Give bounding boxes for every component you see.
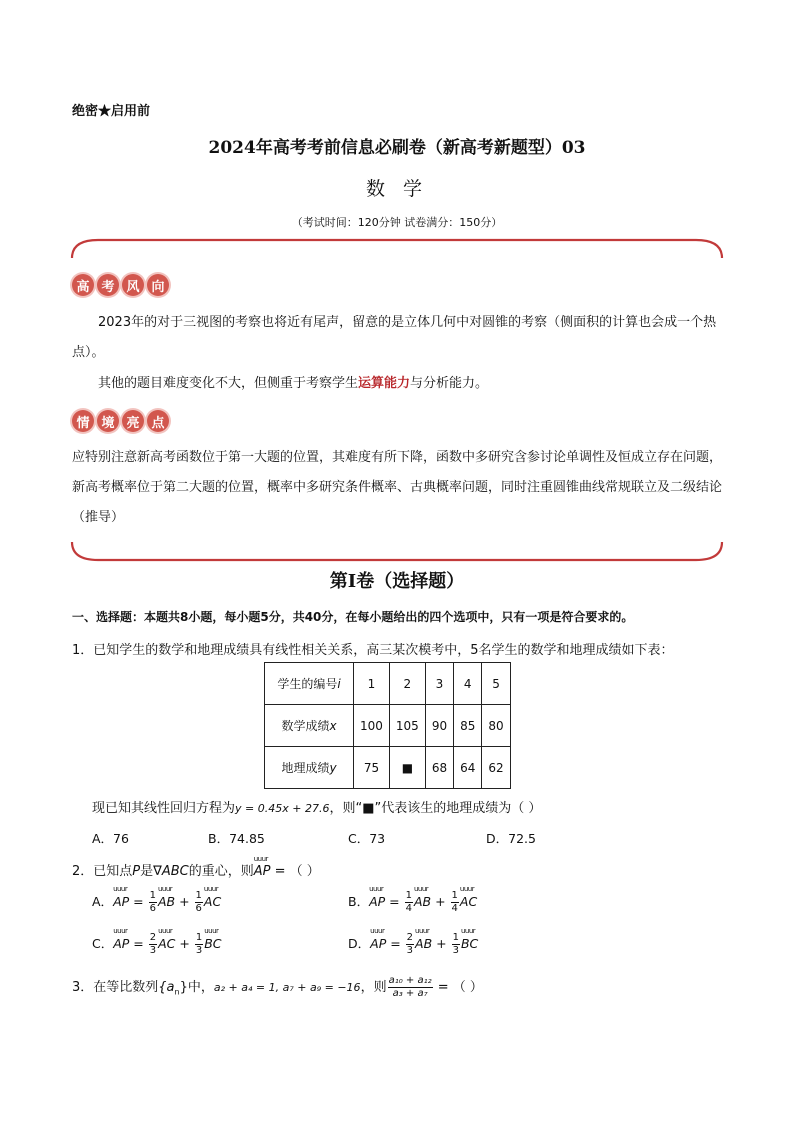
part-instructions: 一、选择题：本题共8小题，每小题5分，共40分，在每小题给出的四个选项中，只有一项是符合要求的。 — [72, 610, 634, 624]
table-cell: 68 — [425, 747, 453, 789]
regression-equation: y = 0.45x + 27.6 — [235, 802, 330, 815]
badge-char: 考 — [97, 274, 119, 296]
question-1-followup: 现已知其线性回归方程为y = 0.45x + 27.6，则“■”代表该生的地理成绩为（ ） — [92, 801, 542, 816]
q2-option-c[interactable]: C．uuur AP = $\frac{2}{3}$ uuur AC + $\frac{1}{3}$ uuur BC — [92, 932, 222, 957]
table-cell: 62 — [482, 747, 510, 789]
table-cell: 64 — [454, 747, 482, 789]
row-header: 学生的编号i — [265, 663, 354, 705]
table-cell: 90 — [425, 705, 453, 747]
q1-option-d[interactable]: D．72.5 — [486, 831, 536, 846]
exam-info: （考试时间：120分钟 试卷满分：150分） — [291, 216, 503, 229]
q1-option-c[interactable]: C．73 — [348, 831, 386, 846]
badge-char: 风 — [122, 274, 144, 296]
scenario-badge — [72, 410, 169, 432]
trend-paragraph-1: 2023年的对于三视图的考察也将近有尾声，留意的是立体几何中对圆锥的考察（侧面积的计算也会成一个热点）。 — [72, 315, 717, 360]
confidential-label: 绝密★启用前 — [72, 104, 151, 119]
question-2-stem: 2．已知点P是∇ABC的重心，则uuur AP = （ ） — [72, 860, 320, 879]
subject-title: 数 学 — [365, 178, 429, 200]
table-cell: 1 — [354, 663, 390, 705]
table-cell: 2 — [389, 663, 425, 705]
q2-option-a[interactable]: A．uuur AP = $\frac{1}{6}$ uuur AB + $\frac{1}{6}$ uuur AC — [92, 890, 221, 915]
exam-title: 2024年高考考前信息必刷卷（新高考新题型）03 — [208, 138, 586, 158]
badge-char: 境 — [97, 410, 119, 432]
table-cell: 75 — [354, 747, 390, 789]
table-cell: ■ — [389, 747, 425, 789]
badge-char: 情 — [72, 410, 94, 432]
row-header: 数学成绩x — [265, 705, 354, 747]
table-cell: 85 — [454, 705, 482, 747]
table-cell: 80 — [482, 705, 510, 747]
table-cell: 100 — [354, 705, 390, 747]
question-1-stem: 1．已知学生的数学和地理成绩具有线性相关关系，高三某次模考中，5名学生的数学和地理成绩如下表： — [72, 643, 674, 658]
table-row — [265, 747, 511, 789]
score-table — [264, 662, 511, 789]
q2-option-d[interactable]: D．uuur AP = $\frac{2}{3}$ uuur AB + $\frac{1}{3}$ uuur BC — [348, 932, 478, 957]
q2-option-b[interactable]: B．uuur AP = $\frac{1}{4}$ uuur AB + $\frac{1}{4}$ uuur AC — [348, 890, 477, 915]
badge-char: 点 — [147, 410, 169, 432]
table-cell: 3 — [425, 663, 453, 705]
q1-option-a[interactable]: A．76 — [92, 831, 129, 846]
question-3-stem: 3．在等比数列$\{a_n\}$中，a₂ + a₄ = 1, a₇ + a₉ = −16，则 $\frac{\text{a₁₀ + a₁₂}}{\text{a₃ + a₇}}$ = （ ） — [72, 975, 483, 999]
trend-text: 其他的题目难度变化不大，但侧重于考察学生 — [98, 376, 359, 391]
table-cell: 5 — [482, 663, 510, 705]
badge-char: 高 — [72, 274, 94, 296]
badge-char: 亮 — [122, 410, 144, 432]
table-row — [265, 705, 511, 747]
table-row — [265, 663, 511, 705]
table-cell: 105 — [389, 705, 425, 747]
table-cell: 4 — [454, 663, 482, 705]
trend-paragraph-2 — [72, 369, 722, 399]
q1-option-b[interactable]: B．74.85 — [208, 831, 265, 846]
scenario-paragraph: 应特别注意新高考函数位于第一大题的位置，其难度有所下降，函数中多研究含参讨论单调性及恒成立存在问题，新高考概率位于第二大题的位置，概率中多研究条件概率、古典概率问题，同时注重圆锥曲线常规联立及二级结论（推导） — [72, 450, 723, 525]
row-header: 地理成绩y — [265, 747, 354, 789]
highlight-text: 运算能力 — [358, 376, 411, 391]
trend-badge — [72, 274, 169, 296]
section-title: 第I卷（选择题） — [329, 571, 465, 592]
badge-char: 向 — [147, 274, 169, 296]
trend-text: 与分析能力。 — [410, 376, 489, 391]
